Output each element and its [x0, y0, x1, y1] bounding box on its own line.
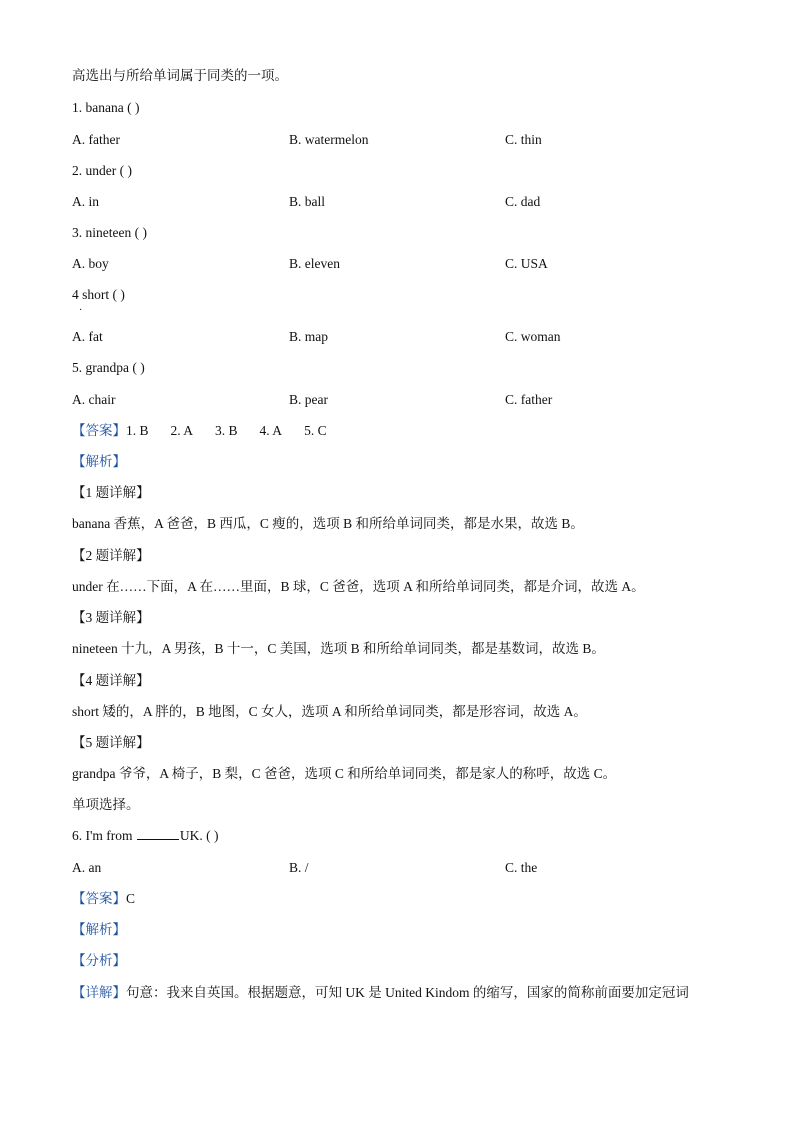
detail-6-line: [72, 984, 689, 1002]
question-4-option-a: A. fat: [72, 329, 103, 344]
question-6-option-b: B. /: [289, 860, 309, 875]
question-4-option-c: C. woman: [505, 329, 561, 344]
question-2-option-c: C. dad: [505, 194, 541, 209]
detail-3-text: nineteen 十九，A 男孩，B 十一，C 美国，选项 B 和所给单词同类，都是基数词，故选 B。: [72, 641, 605, 656]
question-2-option-a: A. in: [72, 194, 99, 209]
detail-4-label: 【4 题详解】: [72, 673, 150, 688]
question-6-stem: [72, 827, 219, 845]
answer-3: 3. B: [215, 423, 238, 438]
detail-2-text: under 在……下面，A 在……里面，B 球，C 爸爸，选项 A 和所给单词同类，都是介词，故选 A。: [72, 579, 645, 594]
detail-5-label: 【5 题详解】: [72, 735, 150, 750]
section2-instruction: 单项选择。: [72, 797, 140, 812]
question-3-option-b: B. eleven: [289, 256, 340, 271]
detail-2-label: 【2 题详解】: [72, 548, 150, 563]
answer-6-value: C: [126, 891, 136, 906]
fenxi-label: 【分析】: [72, 953, 126, 968]
question-5-option-a: A. chair: [72, 392, 116, 407]
question-1-option-a: A. father: [72, 132, 120, 147]
question-4-option-b: B. map: [289, 329, 328, 344]
answer-6-label: 【答案】: [72, 891, 126, 906]
question-1-option-c: C. thin: [505, 132, 542, 147]
analysis-6-label: 【解析】: [72, 922, 126, 937]
section-instruction: 高选出与所给单词属于同类的一项。: [72, 68, 288, 83]
question-6-suffix: UK. ( ): [179, 828, 219, 843]
detail-5-text: grandpa 爷爷，A 椅子，B 梨，C 爸爸，选项 C 和所给单词同类，都是家人的称呼，故选 C。: [72, 766, 617, 781]
question-6-option-c: C. the: [505, 860, 538, 875]
answer-6-line: [72, 890, 135, 908]
question-5-option-c: C. father: [505, 392, 553, 407]
detail-4-text: short 矮的，A 胖的，B 地图，C 女人，选项 A 和所给单词同类，都是形容词，故选 A。: [72, 704, 587, 719]
detail-6-label: 【详解】: [72, 985, 126, 1000]
detail-1-text: banana 香蕉，A 爸爸，B 西瓜，C 瘦的，选项 B 和所给单词同类，都是水果，故选 B。: [72, 516, 584, 531]
answer-4: 4. A: [259, 423, 283, 438]
question-3-stem: 3. nineteen ( ): [72, 225, 147, 240]
answer-blank: [137, 827, 179, 840]
detail-3-label: 【3 题详解】: [72, 610, 150, 625]
question-1-stem: 1. banana ( ): [72, 100, 140, 115]
detail-6-text: 句意：我来自英国。根据题意，可知 UK 是 United Kindom 的缩写，国家的简称前面要加定冠词: [126, 985, 689, 1000]
question-5-stem: 5. grandpa ( ): [72, 360, 145, 375]
analysis-label: 【解析】: [72, 454, 126, 469]
question-3-option-a: A. boy: [72, 256, 109, 271]
answer-line: [72, 422, 349, 440]
answer-2: 2. A: [170, 423, 194, 438]
detail-1-label: 【1 题详解】: [72, 485, 150, 500]
question-4-stem: 4 short ( ): [72, 287, 125, 302]
question-2-option-b: B. ball: [289, 194, 325, 209]
question-6-prefix: 6. I'm from: [72, 828, 136, 843]
answer-1: 1. B: [126, 423, 149, 438]
question-1-option-b: B. watermelon: [289, 132, 369, 147]
question-5-option-b: B. pear: [289, 392, 328, 407]
question-3-option-c: C. USA: [505, 256, 548, 271]
stray-dot: ·: [79, 305, 83, 316]
answer-label: 【答案】: [72, 423, 126, 438]
answer-5: 5. C: [304, 423, 327, 438]
question-6-option-a: A. an: [72, 860, 102, 875]
question-2-stem: 2. under ( ): [72, 163, 132, 178]
